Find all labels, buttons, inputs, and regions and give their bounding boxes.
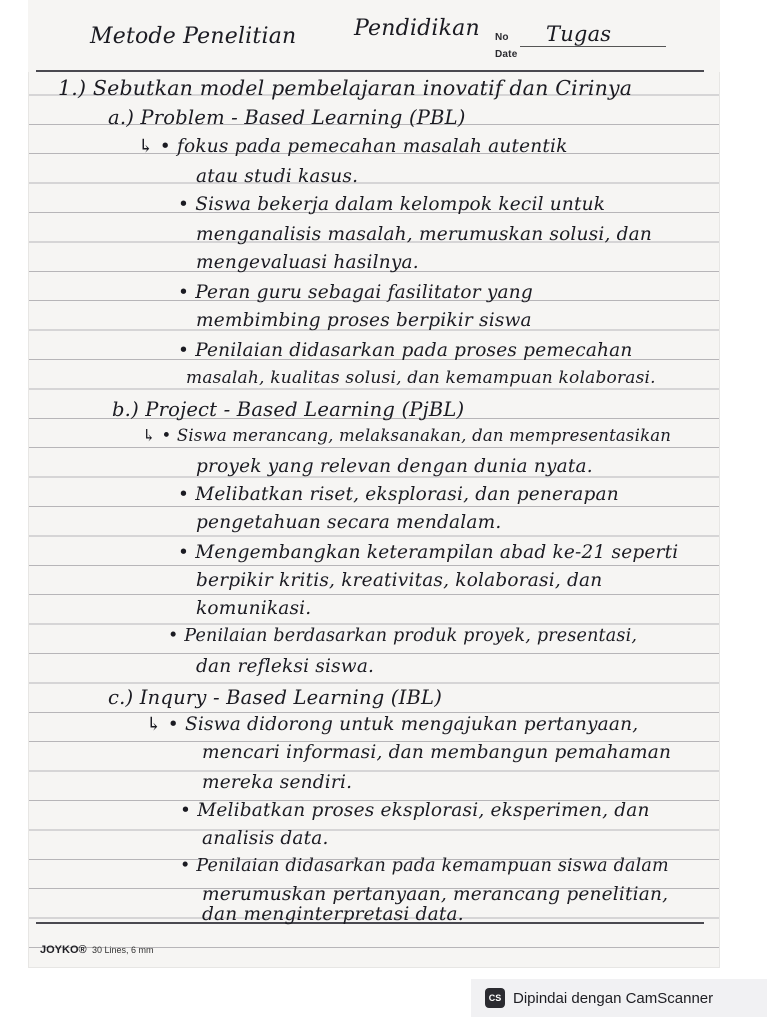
section-b-line: komunikasi. [196,598,312,619]
no-value: Tugas [546,22,612,46]
section-a-line: membimbing proses berpikir siswa [196,310,532,331]
section-a-line: atau studi kasus. [196,166,359,187]
section-b-line: • Penilaian berdasarkan produk proyek, presentasi, [168,626,638,646]
section-c-line: mencari informasi, dan membangun pemahaman [202,742,672,763]
camscanner-text: Dipindai dengan CamScanner [513,989,714,1007]
section-b-heading: b.) Project - Based Learning (PjBL) [112,398,465,421]
no-label: No [495,32,509,43]
section-a-line: • Penilaian didasarkan pada proses pemecahan [178,340,633,361]
section-b-line: ↳ • Siswa merancang, melaksanakan, dan mempresentasikan [142,426,672,445]
section-c-line: dan menginterpretasi data. [202,904,464,925]
section-b-line: berpikir kritis, kreativitas, kolaborasi, dan [196,570,603,591]
section-b-line: dan refleksi siswa. [196,656,375,677]
page-title: Metode Penelitian [90,24,297,49]
header-rule [36,70,704,72]
section-a-line: • Peran guru sebagai fasilitator yang [178,282,533,303]
section-c-line: • Penilaian didasarkan pada kemampuan siswa dalam [180,856,669,876]
section-b-line: • Melibatkan riset, eksplorasi, dan penerapan [178,484,619,505]
section-c-line: mereka sendiri. [202,772,353,793]
section-a-line: ↳ • fokus pada pemecahan masalah autentik [138,136,568,157]
question-text: 1.) Sebutkan model pembelajaran inovatif dan Cirinya [58,76,633,100]
section-c-line: analisis data. [202,828,329,849]
section-c-heading: c.) Inqury - Based Learning (IBL) [108,686,443,709]
section-a-line: • Siswa bekerja dalam kelompok kecil untuk [178,194,606,215]
camscanner-logo-icon: CS [485,988,505,1008]
section-b-line: pengetahuan secara mendalam. [196,512,502,533]
section-c-line: merumuskan pertanyaan, merancang penelitian, [202,884,669,905]
date-label: Date [495,49,518,60]
section-a-line: masalah, kualitas solusi, dan kemampuan kolaborasi. [186,368,656,388]
notebook-brand: JOYKO® [40,944,87,956]
camscanner-watermark [471,979,767,1017]
page-title-subject: Pendidikan [354,16,480,41]
no-field-line [520,46,666,47]
section-b-line: proyek yang relevan dengan dunia nyata. [196,456,593,477]
section-a-line: mengevaluasi hasilnya. [196,252,419,273]
section-c-line: ↳ • Siswa didorong untuk mengajukan pertanyaan, [146,714,639,735]
section-a-heading: a.) Problem - Based Learning (PBL) [108,106,466,129]
section-b-line: • Mengembangkan keterampilan abad ke-21 seperti [178,542,679,563]
notebook-page [28,0,720,968]
notebook-brand-subtitle: 30 Lines, 6 mm [92,945,154,955]
section-c-line: • Melibatkan proses eksplorasi, eksperimen, dan [180,800,650,821]
section-a-line: menganalisis masalah, merumuskan solusi, dan [196,224,653,245]
